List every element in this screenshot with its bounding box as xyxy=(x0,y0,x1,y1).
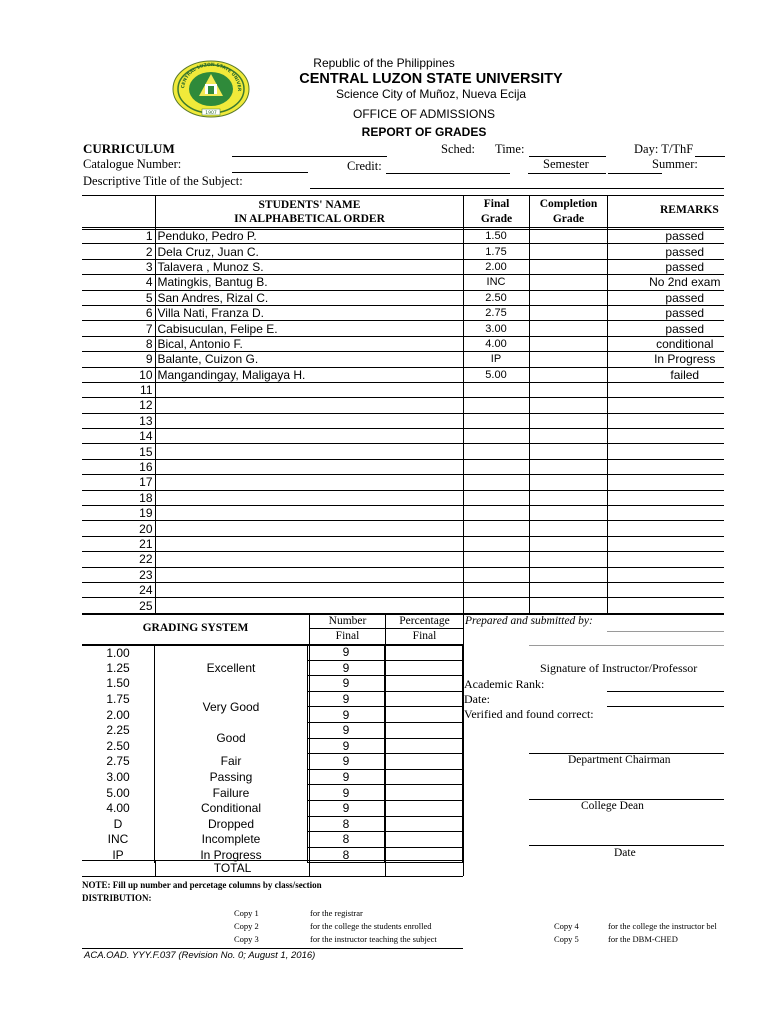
final-grade xyxy=(463,413,529,428)
grade-description: Excellent xyxy=(155,645,308,691)
grade-value: IP xyxy=(82,847,155,863)
percentage-final xyxy=(385,691,463,707)
completion-grade xyxy=(529,336,607,351)
date-label: Date: xyxy=(464,692,490,706)
student-name: Matingkis, Bantug B. xyxy=(155,275,463,290)
row-number: 10 xyxy=(82,367,155,382)
remark: No 2nd exam xyxy=(607,275,724,290)
completion-grade xyxy=(529,598,607,613)
report-title: REPORT OF GRADES xyxy=(361,125,487,139)
header-final-line2: Grade xyxy=(480,213,513,225)
percentage-final xyxy=(385,800,463,816)
note-text: NOTE: Fill up number and percetage columns by class/section xyxy=(82,880,322,890)
final-grade xyxy=(463,382,529,397)
table-row xyxy=(82,290,724,305)
grade-description: Very Good xyxy=(155,691,308,722)
table-row xyxy=(82,259,724,274)
completion-grade xyxy=(529,398,607,413)
final-grade xyxy=(463,429,529,444)
table-row xyxy=(82,305,724,320)
completion-grade xyxy=(529,521,607,536)
table-row xyxy=(82,521,724,536)
percentage-final xyxy=(385,769,463,785)
table-row xyxy=(82,552,724,567)
remark: passed xyxy=(607,305,724,320)
table-row xyxy=(82,444,724,459)
student-name xyxy=(155,552,463,567)
percentage-final xyxy=(385,676,463,692)
row-number: 6 xyxy=(82,305,155,320)
student-name xyxy=(155,506,463,521)
row-number: 3 xyxy=(82,259,155,274)
student-name xyxy=(155,459,463,474)
final-grade: 1.75 xyxy=(463,244,529,259)
completion-grade xyxy=(529,552,607,567)
student-name: Bical, Antonio F. xyxy=(155,336,463,351)
student-name: Balante, Cuizon G. xyxy=(155,352,463,367)
time-label: Time: xyxy=(495,142,525,156)
table-row xyxy=(82,229,724,244)
final-grade xyxy=(463,598,529,613)
grade-description: Incomplete xyxy=(155,832,308,848)
grade-value: 2.25 xyxy=(82,722,155,738)
copy5-desc: for the DBM-CHED xyxy=(608,934,678,944)
grade-value: 1.00 xyxy=(82,645,155,660)
row-number: 1 xyxy=(82,229,155,244)
student-name: Penduko, Pedro P. xyxy=(155,229,463,244)
summer-label: Summer: xyxy=(652,157,698,171)
table-row xyxy=(82,567,724,582)
table-row xyxy=(82,367,724,382)
remark: In Progress xyxy=(607,352,724,367)
grade-description: In Progress xyxy=(155,847,308,863)
table-row xyxy=(82,382,724,397)
remark: passed xyxy=(607,229,724,244)
number-final: 9 xyxy=(308,676,385,692)
copy3-desc: for the instructor teaching the subject xyxy=(310,934,437,944)
number-final: 9 xyxy=(308,785,385,801)
grading-row xyxy=(82,722,463,738)
university-name: CENTRAL LUZON STATE UNIVERSITY xyxy=(299,71,563,87)
number-final: 9 xyxy=(308,738,385,754)
final-grade: 4.00 xyxy=(463,336,529,351)
percentage-header: Percentage xyxy=(399,615,450,627)
completion-grade xyxy=(529,536,607,551)
row-number: 23 xyxy=(82,567,155,582)
percentage-final xyxy=(385,832,463,848)
row-number: 4 xyxy=(82,275,155,290)
grades-table-wrapper xyxy=(82,229,724,614)
total-label: TOTAL xyxy=(213,861,252,875)
table-row xyxy=(82,459,724,474)
remark xyxy=(607,413,724,428)
number-final: 9 xyxy=(308,691,385,707)
final-grade xyxy=(463,506,529,521)
office-name: OFFICE OF ADMISSIONS xyxy=(352,107,495,121)
header-completion-line2: Grade xyxy=(552,213,585,225)
row-number: 7 xyxy=(82,321,155,336)
prepared-label: Prepared and submitted by: xyxy=(465,615,593,627)
percentage-final xyxy=(385,707,463,723)
number-final: 9 xyxy=(308,800,385,816)
student-name: Villa Nati, Franza D. xyxy=(155,305,463,320)
grade-value: 4.00 xyxy=(82,800,155,816)
catalogue-label: Catalogue Number: xyxy=(83,157,182,171)
grade-value: D xyxy=(82,816,155,832)
number-final: 8 xyxy=(308,832,385,848)
academic-rank-label: Academic Rank: xyxy=(464,677,545,691)
remark xyxy=(607,429,724,444)
row-number: 20 xyxy=(82,521,155,536)
header-students-name xyxy=(156,198,463,226)
row-number: 24 xyxy=(82,582,155,597)
remark xyxy=(607,382,724,397)
grade-value: 1.75 xyxy=(82,691,155,707)
remark: conditional xyxy=(607,336,724,351)
student-name xyxy=(155,582,463,597)
grade-description: Dropped xyxy=(155,816,308,832)
student-name xyxy=(155,490,463,505)
grade-description: Good xyxy=(155,722,308,753)
final-grade xyxy=(463,582,529,597)
completion-grade xyxy=(529,259,607,274)
number-final: 8 xyxy=(308,847,385,863)
semester-label: Semester xyxy=(543,157,589,171)
final-grade xyxy=(463,459,529,474)
remark xyxy=(607,598,724,613)
grade-description: Conditional xyxy=(155,800,308,816)
completion-grade xyxy=(529,275,607,290)
final-grade: IP xyxy=(463,352,529,367)
table-row xyxy=(82,475,724,490)
grade-value: INC xyxy=(82,832,155,848)
remark xyxy=(607,475,724,490)
header-remarks: REMARKS xyxy=(660,204,719,216)
remark: passed xyxy=(607,244,724,259)
remark: passed xyxy=(607,259,724,274)
student-name xyxy=(155,413,463,428)
grading-row xyxy=(82,769,463,785)
row-number: 8 xyxy=(82,336,155,351)
student-name: Talavera , Munoz S. xyxy=(155,259,463,274)
day-value: T/ThF xyxy=(661,142,694,156)
table-row xyxy=(82,536,724,551)
table-row xyxy=(82,598,724,613)
row-number: 5 xyxy=(82,290,155,305)
grade-description: Failure xyxy=(155,785,308,801)
table-row xyxy=(82,490,724,505)
percentage-final xyxy=(385,816,463,832)
completion-grade xyxy=(529,321,607,336)
university-address: Science City of Muñoz, Nueva Ecija xyxy=(335,87,527,101)
remark xyxy=(607,521,724,536)
student-name xyxy=(155,475,463,490)
verified-label: Verified and found correct: xyxy=(464,707,594,721)
day-label-text: Day: xyxy=(634,142,659,156)
header-final-grade xyxy=(464,197,529,227)
table-row xyxy=(82,336,724,351)
student-name: Dela Cruz, Juan C. xyxy=(155,244,463,259)
copy5-label: Copy 5 xyxy=(554,934,579,944)
grading-row xyxy=(82,645,463,660)
header-completion-line1: Completion xyxy=(539,198,598,210)
final-grade xyxy=(463,567,529,582)
student-name xyxy=(155,382,463,397)
row-number: 16 xyxy=(82,459,155,474)
final-grade: 3.00 xyxy=(463,321,529,336)
completion-grade xyxy=(529,459,607,474)
percentage-final xyxy=(385,738,463,754)
credit-label: Credit: xyxy=(347,159,382,173)
student-name xyxy=(155,429,463,444)
table-row xyxy=(82,582,724,597)
header-final-line1: Final xyxy=(483,198,510,210)
completion-grade xyxy=(529,229,607,244)
completion-grade xyxy=(529,429,607,444)
remark xyxy=(607,444,724,459)
table-row xyxy=(82,352,724,367)
final-grade xyxy=(463,490,529,505)
student-name: Mangandingay, Maligaya H. xyxy=(155,367,463,382)
completion-grade xyxy=(529,244,607,259)
grading-row xyxy=(82,785,463,801)
student-name xyxy=(155,444,463,459)
remark xyxy=(607,567,724,582)
grade-description: Fair xyxy=(155,754,308,770)
final-grade xyxy=(463,552,529,567)
day-label xyxy=(634,142,693,157)
grade-value: 1.25 xyxy=(82,660,155,676)
republic-label: Republic of the Philippines xyxy=(313,56,455,70)
completion-grade xyxy=(529,582,607,597)
number-header: Number xyxy=(328,615,367,627)
final-grade: 2.50 xyxy=(463,290,529,305)
svg-text:CENTRAL LUZON STATE UNIVERSITY: CENTRAL LUZON STATE UNIVER xyxy=(181,62,242,92)
row-number: 15 xyxy=(82,444,155,459)
copy4-desc: for the college the instructor bel xyxy=(608,921,717,931)
distribution-label: DISTRIBUTION: xyxy=(82,893,152,903)
table-row xyxy=(82,413,724,428)
row-number: 14 xyxy=(82,429,155,444)
svg-text:1907: 1907 xyxy=(205,111,217,116)
number-final: 8 xyxy=(308,816,385,832)
remark: failed xyxy=(607,367,724,382)
copy2-label: Copy 2 xyxy=(234,921,259,931)
remark xyxy=(607,582,724,597)
grade-value: 1.50 xyxy=(82,676,155,692)
table-row xyxy=(82,275,724,290)
number-final: 9 xyxy=(308,722,385,738)
instructor-signature-label: Signature of Instructor/Professor xyxy=(540,661,698,675)
grade-value: 3.00 xyxy=(82,769,155,785)
row-number: 18 xyxy=(82,490,155,505)
student-name xyxy=(155,567,463,582)
department-chairman-label: Department Chairman xyxy=(568,754,671,766)
grading-row xyxy=(82,832,463,848)
student-name xyxy=(155,598,463,613)
descriptive-title-label: Descriptive Title of the Subject: xyxy=(83,174,243,188)
percentage-final xyxy=(385,785,463,801)
curriculum-label: CURRICULUM xyxy=(83,141,175,156)
percentage-final xyxy=(385,754,463,770)
row-number: 9 xyxy=(82,352,155,367)
header-students-line1: STUDENTS' NAME xyxy=(258,199,361,211)
student-name xyxy=(155,521,463,536)
copy3-label: Copy 3 xyxy=(234,934,259,944)
remark xyxy=(607,506,724,521)
completion-grade xyxy=(529,475,607,490)
grading-row xyxy=(82,754,463,770)
row-number: 13 xyxy=(82,413,155,428)
completion-grade xyxy=(529,367,607,382)
table-row xyxy=(82,506,724,521)
percentage-final xyxy=(385,660,463,676)
number-final: 9 xyxy=(308,754,385,770)
remark: passed xyxy=(607,290,724,305)
completion-grade xyxy=(529,506,607,521)
student-name xyxy=(155,398,463,413)
percentage-final xyxy=(385,645,463,660)
final-grade xyxy=(463,398,529,413)
completion-grade xyxy=(529,567,607,582)
row-number: 22 xyxy=(82,552,155,567)
row-number: 12 xyxy=(82,398,155,413)
copy2-desc: for the college the students enrolled xyxy=(310,921,432,931)
percentage-final xyxy=(385,722,463,738)
grades-table xyxy=(82,229,724,614)
row-number: 25 xyxy=(82,598,155,613)
header-completion-grade xyxy=(530,197,607,227)
final-grade xyxy=(463,475,529,490)
copy1-desc: for the registrar xyxy=(310,908,363,918)
completion-grade xyxy=(529,444,607,459)
completion-grade xyxy=(529,382,607,397)
remark xyxy=(607,398,724,413)
college-dean-label: College Dean xyxy=(581,800,644,812)
grading-system-title: GRADING SYSTEM xyxy=(142,622,249,634)
number-final: 9 xyxy=(308,645,385,660)
grade-value: 2.75 xyxy=(82,754,155,770)
remark xyxy=(607,536,724,551)
sched-label: Sched: xyxy=(441,142,476,156)
row-number: 11 xyxy=(82,382,155,397)
grading-system-table xyxy=(82,645,463,863)
remark: passed xyxy=(607,321,724,336)
grade-description: Passing xyxy=(155,769,308,785)
final-grade: 2.75 xyxy=(463,305,529,320)
table-row xyxy=(82,244,724,259)
number-final: 9 xyxy=(308,769,385,785)
student-name xyxy=(155,536,463,551)
row-number: 19 xyxy=(82,506,155,521)
number-final-header: Final xyxy=(335,630,360,642)
grade-value: 2.50 xyxy=(82,738,155,754)
table-row xyxy=(82,429,724,444)
number-final: 9 xyxy=(308,660,385,676)
remark xyxy=(607,459,724,474)
final-grade xyxy=(463,521,529,536)
date-signature-label: Date xyxy=(614,847,636,859)
number-final: 9 xyxy=(308,707,385,723)
header-students-line2: IN ALPHABETICAL ORDER xyxy=(234,213,385,225)
row-number: 2 xyxy=(82,244,155,259)
completion-grade xyxy=(529,413,607,428)
grading-row xyxy=(82,691,463,707)
table-row xyxy=(82,321,724,336)
final-grade: 1.50 xyxy=(463,229,529,244)
completion-grade xyxy=(529,290,607,305)
final-grade xyxy=(463,444,529,459)
final-grade: 5.00 xyxy=(463,367,529,382)
grading-row xyxy=(82,816,463,832)
final-grade: INC xyxy=(463,275,529,290)
final-grade xyxy=(463,536,529,551)
footer-form-code: ACA.OAD. YYY.F.037 (Revision No. 0; August 1, 2016) xyxy=(84,950,316,961)
final-grade: 2.00 xyxy=(463,259,529,274)
grade-value: 5.00 xyxy=(82,785,155,801)
completion-grade xyxy=(529,352,607,367)
remark xyxy=(607,552,724,567)
row-number: 17 xyxy=(82,475,155,490)
grading-row xyxy=(82,800,463,816)
copy4-label: Copy 4 xyxy=(554,921,579,931)
completion-grade xyxy=(529,490,607,505)
percentage-final-header: Final xyxy=(412,630,437,642)
grade-value: 2.00 xyxy=(82,707,155,723)
remark xyxy=(607,490,724,505)
table-row xyxy=(82,398,724,413)
completion-grade xyxy=(529,305,607,320)
student-name: Cabisuculan, Felipe E. xyxy=(155,321,463,336)
copy1-label: Copy 1 xyxy=(234,908,259,918)
student-name: San Andres, Rizal C. xyxy=(155,290,463,305)
row-number: 21 xyxy=(82,536,155,551)
